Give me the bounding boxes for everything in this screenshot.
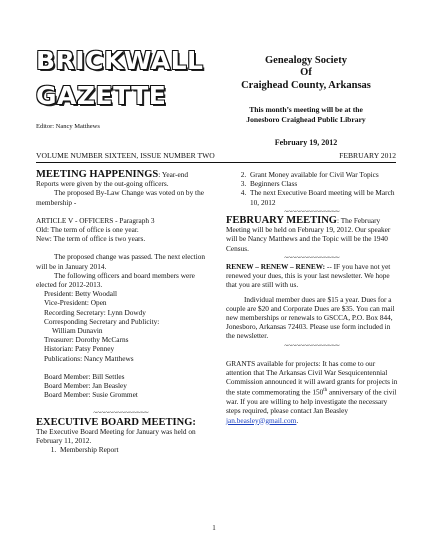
divider: ~~~~~~~~~~~~~~ — [93, 408, 149, 418]
article-new: New: The term of office is two years. — [36, 234, 146, 244]
exec-list — [36, 445, 206, 454]
agenda-item: 2. Grant Money available for Civil War Topics — [248, 170, 398, 179]
officer-item: Treasurer: Dorothy McCarns — [44, 335, 129, 345]
officer-item: President: Betty Woodall — [44, 289, 118, 299]
divider: ~~~~~~~~~~~~~~ — [284, 206, 340, 216]
renew-heading: RENEW – RENEW – RENEW: — [226, 262, 326, 272]
officer-item: Publications: Nancy Matthews — [44, 353, 134, 363]
grants-text-b: anniversary of the civil war. If you are willing to help investigate the necessary steps required, please contact Jan Beasley — [226, 387, 397, 416]
feb-meeting-heading: FEBRUARY MEETING — [226, 215, 337, 227]
board-member: Board Member: Susie Grommet — [44, 390, 138, 400]
left-column — [36, 170, 206, 454]
volume-issue: VOLUME NUMBER SIXTEEN, ISSUE NUMBER TWO — [36, 151, 215, 160]
reports-text: Reports were given by the out-going officers. — [36, 179, 169, 189]
volume-bar — [36, 151, 396, 163]
feb-heading-line — [226, 216, 398, 225]
board-member: Board Member: Jan Beasley — [44, 381, 127, 391]
agenda-list — [226, 170, 398, 207]
officer-item: Corresponding Secretary and Publicity: — [44, 316, 160, 326]
renew-text: -- IF you have not yet renewed your dues, this is your last newsletter. We hope that you are still with us. — [226, 262, 391, 290]
meeting-happenings-heading: MEETING HAPPENINGS — [36, 169, 159, 180]
officer-item: Historian: Patsy Penney — [44, 344, 115, 354]
exec-heading-line — [36, 418, 206, 427]
grants-end: . — [296, 415, 299, 425]
email-link[interactable]: jan.beasley@gmail.com — [226, 415, 297, 425]
right-column — [226, 170, 398, 425]
feb-meeting-tail: : The February — [336, 216, 381, 226]
divider: ~~~~~~~~~~~~~~ — [284, 252, 340, 262]
editor-credit: Editor: Nancy Matthews — [36, 123, 100, 130]
masthead — [36, 43, 226, 130]
officer-item: Vice-President: Open — [44, 298, 107, 308]
bylaw-text: The proposed By-Law Change was voted on by the membership - — [36, 188, 204, 207]
society-header — [216, 55, 396, 147]
exec-heading: EXECUTIVE BOARD MEETING — [36, 416, 193, 428]
society-name: Genealogy Society — [265, 55, 347, 66]
dues-text: Individual member dues are $15 a year. Dues for a couple are $20 and Corporate Dues are $35. You can mail new memberships or renewals to GSCCA, P.O. Box 844, Jonesboro, Arkansas 72403. Please use form included in the newsletter. — [226, 294, 395, 341]
board-member: Board Member: Bill Settles — [44, 371, 125, 381]
masthead-title-line2: GAZETTE — [36, 81, 167, 110]
exec-text: The Executive Board Meeting for January was held on February 11, 2012. — [36, 426, 196, 446]
officer-item: Recording Secretary: Lynn Dowdy — [44, 307, 146, 317]
page-number: 1 — [212, 524, 216, 532]
meeting-happenings-intro — [36, 170, 206, 179]
grants-text-a: GRANTS available for projects: It has come to our attention that The Arkansas Civil War Sesquicentennial Commission announced it will award grants for projects in the state commemorating the 150 — [226, 358, 398, 397]
society-county: Craighead County, Arkansas — [241, 80, 371, 91]
agenda-item: 3. Beginners Class — [248, 179, 398, 188]
article-old: Old: The term of office is one year. — [36, 225, 139, 235]
masthead-title-line1: BRICKWALL — [36, 46, 204, 75]
grants-sup: th — [323, 388, 328, 394]
exec-list-item: 1. Membership Report — [58, 445, 206, 454]
meeting-location-line1: This month’s meeting will be at the — [249, 105, 363, 114]
feb-meeting-text: Meeting will be held on February 19, 2012. Our speaker will be Nancy Matthews and the Topic will be the 1940 Census. — [226, 225, 391, 253]
article-line: ARTICLE V - OFFICERS - Paragraph 3 — [36, 215, 155, 225]
grants-paragraph — [226, 359, 398, 425]
officers-intro: The following officers and board members were elected for 2012-2013. — [36, 270, 195, 290]
exec-heading-colon: : — [192, 416, 196, 428]
meeting-location-line2: Jonesboro Craighead Public Library — [246, 115, 366, 124]
meeting-happenings-tail: : Year-end — [158, 170, 189, 179]
election-text: The proposed change was passed. The next election will be in January 2014. — [36, 252, 206, 271]
society-of: Of — [300, 67, 312, 78]
volume-month: FEBRUARY 2012 — [339, 151, 396, 160]
renew-paragraph — [226, 262, 398, 290]
meeting-date: February 19, 2012 — [274, 138, 338, 147]
agenda-item: 4. The next Executive Board meeting will be March 10, 2012 — [248, 188, 398, 206]
divider: ~~~~~~~~~~~~~~ — [284, 340, 340, 350]
officer-item-sub: William Dunavin — [52, 326, 103, 336]
